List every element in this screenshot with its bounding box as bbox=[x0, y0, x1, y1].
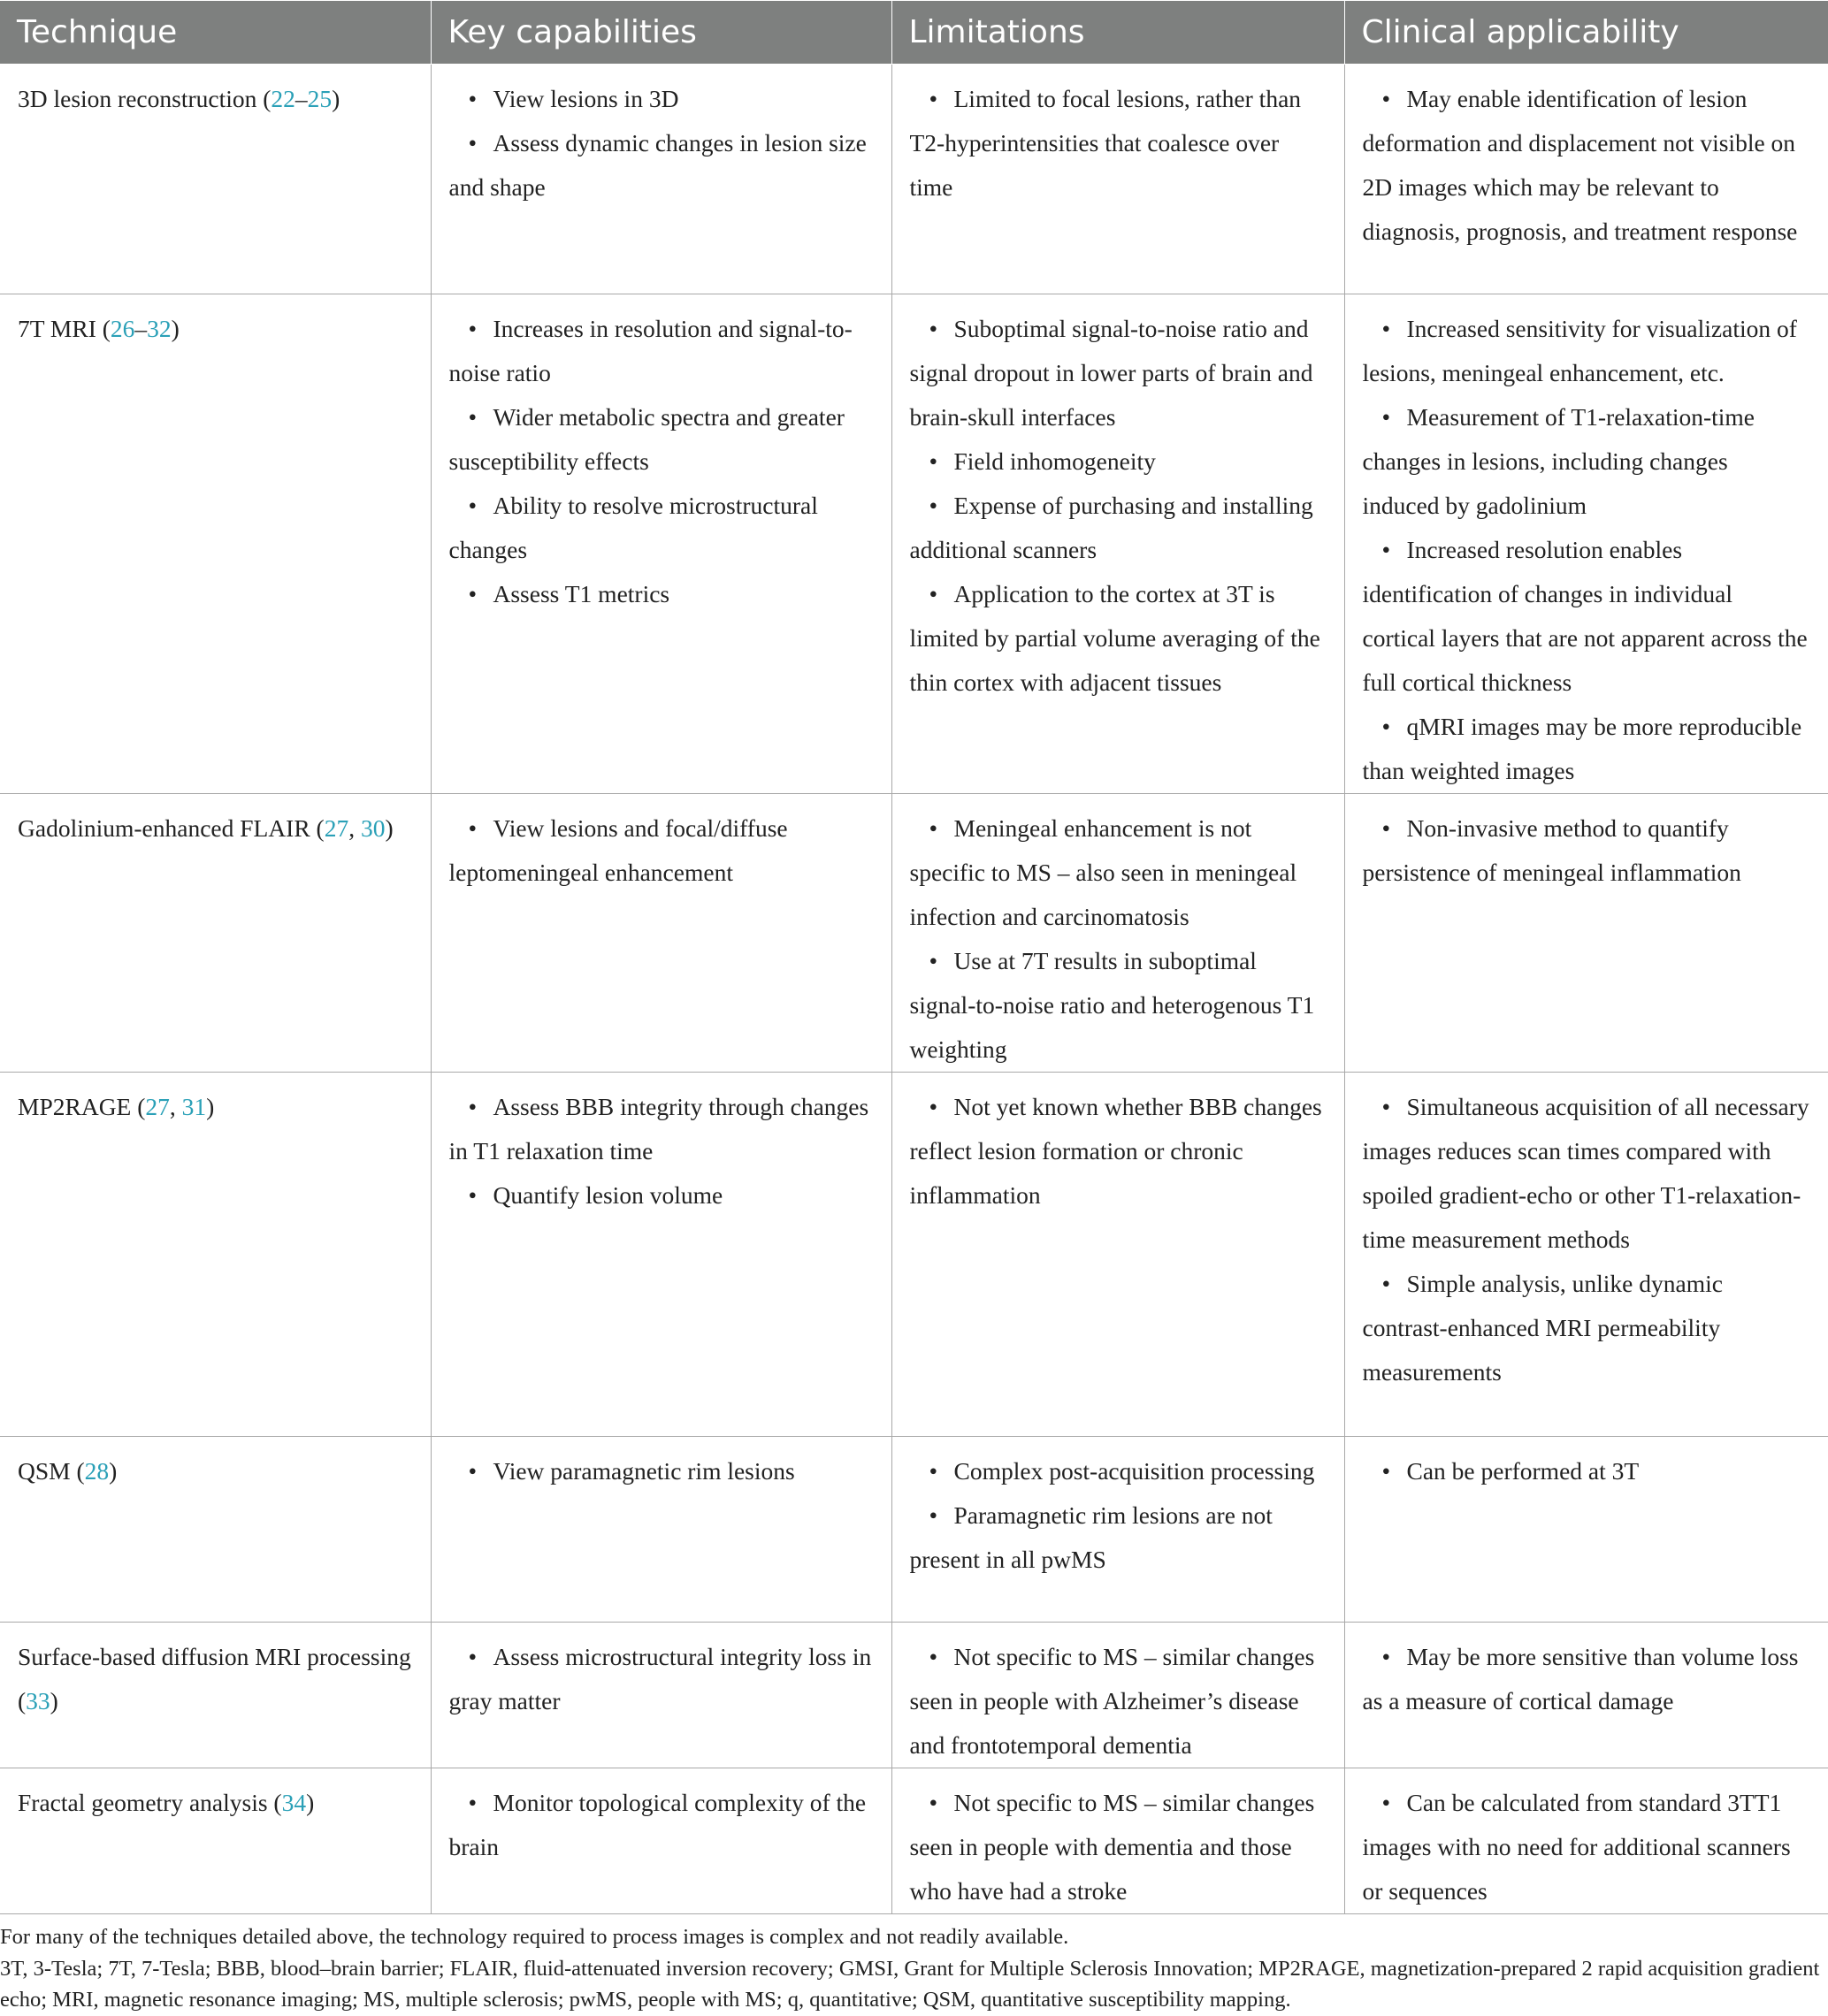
bullet-text: Ability to resolve microstructural changes bbox=[448, 492, 818, 563]
bullet-text: View paramagnetic rim lesions bbox=[493, 1457, 795, 1485]
limitations-cell bbox=[891, 794, 1344, 1073]
bullet-item bbox=[1363, 77, 1811, 254]
table-row bbox=[0, 1073, 1828, 1437]
bullet-text: Increased resolution enables identification of changes in individual cortical layers that are not apparent across the full cortical thickness bbox=[1362, 536, 1808, 696]
bullet-text: Assess T1 metrics bbox=[493, 580, 670, 607]
technique-close-paren: ) bbox=[332, 85, 340, 112]
table-row bbox=[0, 294, 1828, 794]
technique-cell bbox=[0, 1768, 431, 1914]
bullet-dot-icon: • bbox=[468, 315, 478, 342]
applicability-cell bbox=[1344, 1073, 1828, 1437]
bullet-text: Paramagnetic rim lesions are not present in all pwMS bbox=[909, 1501, 1273, 1573]
bullet-item bbox=[910, 1493, 1327, 1582]
bullet-text: Not yet known whether BBB changes reflect lesion formation or chronic inflammation bbox=[909, 1093, 1322, 1209]
bullet-text: View lesions in 3D bbox=[493, 85, 679, 112]
technique-cell bbox=[0, 1073, 431, 1437]
bullet-text: Field inhomogeneity bbox=[953, 447, 1156, 475]
bullet-text: Limited to focal lesions, rather than T2-hyperintensities that coalesce over time bbox=[909, 85, 1302, 201]
citation-link[interactable]: 27 bbox=[145, 1093, 170, 1120]
bullet-text: Use at 7T results in suboptimal signal-to-noise ratio and heterogenous T1 weighting bbox=[909, 947, 1315, 1063]
bullet-item bbox=[910, 1635, 1327, 1768]
citation-link[interactable]: 26 bbox=[110, 315, 135, 342]
bullet-dot-icon: • bbox=[468, 129, 478, 157]
bullet-item bbox=[910, 572, 1327, 705]
bullet-text: Assess microstructural integrity loss in gray matter bbox=[448, 1643, 872, 1714]
bullet-item bbox=[449, 307, 874, 395]
bullet-dot-icon: • bbox=[468, 85, 478, 112]
bullet-dot-icon: • bbox=[1381, 1457, 1391, 1485]
limitations-cell bbox=[891, 1768, 1344, 1914]
bullet-item bbox=[1363, 1262, 1811, 1394]
header-limitations: Limitations bbox=[891, 1, 1344, 65]
bullet-item bbox=[1363, 806, 1811, 895]
bullet-item bbox=[1363, 307, 1811, 395]
bullet-text: Not specific to MS – similar changes seen in people with dementia and those who have had a stroke bbox=[909, 1789, 1315, 1905]
bullet-text: View lesions and focal/diffuse leptomeningeal enhancement bbox=[448, 814, 788, 886]
bullet-text: Quantify lesion volume bbox=[493, 1181, 723, 1209]
bullet-dot-icon: • bbox=[468, 403, 478, 431]
bullet-dot-icon: • bbox=[929, 1093, 938, 1120]
bullet-text: Increased sensitivity for visualization of lesions, meningeal enhancement, etc. bbox=[1362, 315, 1797, 386]
technique-name: Gadolinium-enhanced FLAIR ( bbox=[18, 814, 325, 842]
technique-name: 3D lesion reconstruction ( bbox=[18, 85, 272, 112]
bullet-dot-icon: • bbox=[1381, 1093, 1391, 1120]
technique-close-paren: ) bbox=[50, 1687, 58, 1714]
bullet-text: Complex post-acquisition processing bbox=[953, 1457, 1315, 1485]
bullet-dot-icon: • bbox=[468, 814, 478, 842]
applicability-cell bbox=[1344, 1768, 1828, 1914]
bullet-text: Monitor topological complexity of the brain bbox=[448, 1789, 867, 1860]
applicability-cell bbox=[1344, 1437, 1828, 1623]
bullet-item bbox=[1363, 705, 1811, 793]
bullet-text: Not specific to MS – similar changes seen in people with Alzheimer’s disease and frontotemporal dementia bbox=[909, 1643, 1315, 1759]
citation-link[interactable]: 27 bbox=[324, 814, 349, 842]
bullet-item bbox=[910, 1449, 1327, 1493]
citation-separator: – bbox=[294, 85, 308, 112]
footnote-abbreviations: 3T, 3-Tesla; 7T, 7-Tesla; BBB, blood–brain barrier; FLAIR, fluid-attenuated inversion recovery; GMSI, Grant for Multiple Sclerosis Innovation; MP2RAGE, magnetization-prepared 2 rapid acquisition gradient echo; MRI, magnetic resonance imaging; MS, multiple sclerosis; pwMS, people with MS; q, quantitative; QSM, quantitative susceptibility mapping. bbox=[0, 1957, 1820, 2012]
bullet-text: qMRI images may be more reproducible than weighted images bbox=[1362, 713, 1802, 784]
bullet-dot-icon: • bbox=[468, 1457, 478, 1485]
bullet-text: Simultaneous acquisition of all necessary images reduces scan times compared with spoiled gradient-echo or other T1-relaxation-time measurement methods bbox=[1362, 1093, 1809, 1253]
header-clinical-applicability: Clinical applicability bbox=[1344, 1, 1828, 65]
bullet-text: Increases in resolution and signal-to-noise ratio bbox=[448, 315, 853, 386]
technique-name: 7T MRI ( bbox=[18, 315, 111, 342]
bullet-text: Simple analysis, unlike dynamic contrast-enhanced MRI permeability measurements bbox=[1362, 1270, 1723, 1386]
citation-separator: , bbox=[169, 1093, 182, 1120]
bullet-item bbox=[910, 307, 1327, 439]
technique-cell bbox=[0, 1623, 431, 1768]
citation-separator: , bbox=[348, 814, 361, 842]
citation-link[interactable]: 34 bbox=[281, 1789, 307, 1816]
bullet-dot-icon: • bbox=[1381, 1789, 1391, 1816]
bullet-dot-icon: • bbox=[929, 580, 938, 607]
bullet-dot-icon: • bbox=[1381, 536, 1391, 563]
table-row bbox=[0, 794, 1828, 1073]
bullet-item bbox=[449, 806, 874, 895]
technique-name: Fractal geometry analysis ( bbox=[18, 1789, 282, 1816]
capabilities-cell bbox=[431, 1623, 891, 1768]
bullet-dot-icon: • bbox=[929, 1457, 938, 1485]
bullet-text: Suboptimal signal-to-noise ratio and signal dropout in lower parts of brain and brain-skull interfaces bbox=[909, 315, 1313, 431]
limitations-cell bbox=[891, 1437, 1344, 1623]
table-row bbox=[0, 1768, 1828, 1914]
bullet-dot-icon: • bbox=[468, 1181, 478, 1209]
capabilities-cell bbox=[431, 1073, 891, 1437]
bullet-item bbox=[449, 1173, 874, 1218]
capabilities-cell bbox=[431, 1768, 891, 1914]
technique-cell bbox=[0, 65, 431, 294]
limitations-cell bbox=[891, 1623, 1344, 1768]
bullet-text: Assess dynamic changes in lesion size and shape bbox=[448, 129, 867, 201]
bullet-dot-icon: • bbox=[468, 580, 478, 607]
capabilities-cell bbox=[431, 65, 891, 294]
bullet-item bbox=[449, 121, 874, 210]
footnote-general: For many of the techniques detailed above, the technology required to process images is complex and not readily available. bbox=[0, 1925, 1069, 1949]
bullet-item bbox=[1363, 1781, 1811, 1913]
technique-name: Surface-based diffusion MRI processing ( bbox=[18, 1643, 411, 1714]
bullet-item bbox=[910, 439, 1327, 484]
bullet-text: Non-invasive method to quantify persistence of meningeal inflammation bbox=[1362, 814, 1741, 886]
technique-close-paren: ) bbox=[109, 1457, 118, 1485]
bullet-item bbox=[449, 1085, 874, 1173]
table-row bbox=[0, 65, 1828, 294]
bullet-dot-icon: • bbox=[929, 947, 938, 974]
bullet-dot-icon: • bbox=[929, 85, 938, 112]
citation-link[interactable]: 33 bbox=[26, 1687, 50, 1714]
bullet-item bbox=[910, 939, 1327, 1072]
technique-cell bbox=[0, 294, 431, 794]
table-header-row bbox=[0, 1, 1828, 65]
citation-link[interactable]: 31 bbox=[181, 1093, 207, 1120]
bullet-dot-icon: • bbox=[468, 1789, 478, 1816]
technique-name: MP2RAGE ( bbox=[18, 1093, 146, 1120]
bullet-item bbox=[449, 1781, 874, 1869]
applicability-cell bbox=[1344, 65, 1828, 294]
applicability-cell bbox=[1344, 794, 1828, 1073]
bullet-item bbox=[910, 1085, 1327, 1218]
bullet-dot-icon: • bbox=[468, 1643, 478, 1670]
bullet-text: May be more sensitive than volume loss as a measure of cortical damage bbox=[1362, 1643, 1799, 1714]
bullet-dot-icon: • bbox=[1381, 403, 1391, 431]
bullet-text: Meningeal enhancement is not specific to MS – also seen in meningeal infection and carcinomatosis bbox=[909, 814, 1297, 930]
bullet-text: Assess BBB integrity through changes in T1 relaxation time bbox=[448, 1093, 869, 1165]
citation-link[interactable]: 30 bbox=[360, 814, 386, 842]
bullet-dot-icon: • bbox=[1381, 1643, 1391, 1670]
capabilities-cell bbox=[431, 294, 891, 794]
bullet-item bbox=[910, 806, 1327, 939]
citation-link[interactable]: 32 bbox=[147, 315, 172, 342]
bullet-dot-icon: • bbox=[929, 447, 938, 475]
bullet-text: May enable identification of lesion deformation and displacement not visible on 2D images which may be relevant to diagnosis, prognosis, and treatment response bbox=[1362, 85, 1798, 245]
bullet-item bbox=[449, 1635, 874, 1723]
technique-cell bbox=[0, 794, 431, 1073]
technique-close-paren: ) bbox=[206, 1093, 215, 1120]
bullet-text: Can be performed at 3T bbox=[1406, 1457, 1640, 1485]
bullet-item bbox=[910, 1781, 1327, 1913]
citation-link[interactable]: 28 bbox=[84, 1457, 110, 1485]
bullet-text: Wider metabolic spectra and greater susceptibility effects bbox=[448, 403, 845, 475]
bullet-item bbox=[910, 484, 1327, 572]
bullet-item bbox=[1363, 1085, 1811, 1262]
limitations-cell bbox=[891, 294, 1344, 794]
limitations-cell bbox=[891, 65, 1344, 294]
bullet-dot-icon: • bbox=[929, 1501, 938, 1529]
limitations-cell bbox=[891, 1073, 1344, 1437]
bullet-dot-icon: • bbox=[929, 492, 938, 519]
bullet-dot-icon: • bbox=[1381, 713, 1391, 740]
bullet-item bbox=[449, 572, 874, 616]
citation-separator: – bbox=[134, 315, 148, 342]
bullet-text: Application to the cortex at 3T is limited by partial volume averaging of the thin cortex with adjacent tissues bbox=[909, 580, 1320, 696]
bullet-item bbox=[449, 484, 874, 572]
technique-close-paren: ) bbox=[306, 1789, 315, 1816]
applicability-cell bbox=[1344, 294, 1828, 794]
bullet-item bbox=[449, 395, 874, 484]
bullet-dot-icon: • bbox=[929, 814, 938, 842]
bullet-item bbox=[1363, 528, 1811, 705]
bullet-dot-icon: • bbox=[929, 1643, 938, 1670]
capabilities-cell bbox=[431, 1437, 891, 1623]
technique-cell bbox=[0, 1437, 431, 1623]
applicability-cell bbox=[1344, 1623, 1828, 1768]
table-row bbox=[0, 1623, 1828, 1768]
bullet-dot-icon: • bbox=[929, 315, 938, 342]
technique-close-paren: ) bbox=[385, 814, 394, 842]
bullet-dot-icon: • bbox=[468, 1093, 478, 1120]
bullet-dot-icon: • bbox=[929, 1789, 938, 1816]
bullet-dot-icon: • bbox=[1381, 1270, 1391, 1297]
table-body bbox=[0, 65, 1828, 1914]
header-key-capabilities: Key capabilities bbox=[431, 1, 891, 65]
bullet-item bbox=[1363, 1449, 1811, 1493]
bullet-text: Can be calculated from standard 3TT1 images with no need for additional scanners or sequences bbox=[1362, 1789, 1791, 1905]
bullet-dot-icon: • bbox=[1381, 315, 1391, 342]
header-technique: Technique bbox=[0, 1, 431, 65]
bullet-dot-icon: • bbox=[1381, 814, 1391, 842]
capabilities-cell bbox=[431, 794, 891, 1073]
citation-link[interactable]: 25 bbox=[307, 85, 333, 112]
technique-name: QSM ( bbox=[18, 1457, 85, 1485]
bullet-item bbox=[449, 1449, 874, 1493]
bullet-item bbox=[449, 77, 874, 121]
table-row bbox=[0, 1437, 1828, 1623]
bullet-dot-icon: • bbox=[1381, 85, 1391, 112]
bullet-text: Measurement of T1-relaxation-time changes in lesions, including changes induced by gadolinium bbox=[1362, 403, 1755, 519]
citation-link[interactable]: 22 bbox=[271, 85, 295, 112]
bullet-item bbox=[910, 77, 1327, 210]
bullet-item bbox=[1363, 395, 1811, 528]
bullet-text: Expense of purchasing and installing additional scanners bbox=[909, 492, 1313, 563]
bullet-dot-icon: • bbox=[468, 492, 478, 519]
technique-close-paren: ) bbox=[171, 315, 180, 342]
bullet-item bbox=[1363, 1635, 1811, 1723]
